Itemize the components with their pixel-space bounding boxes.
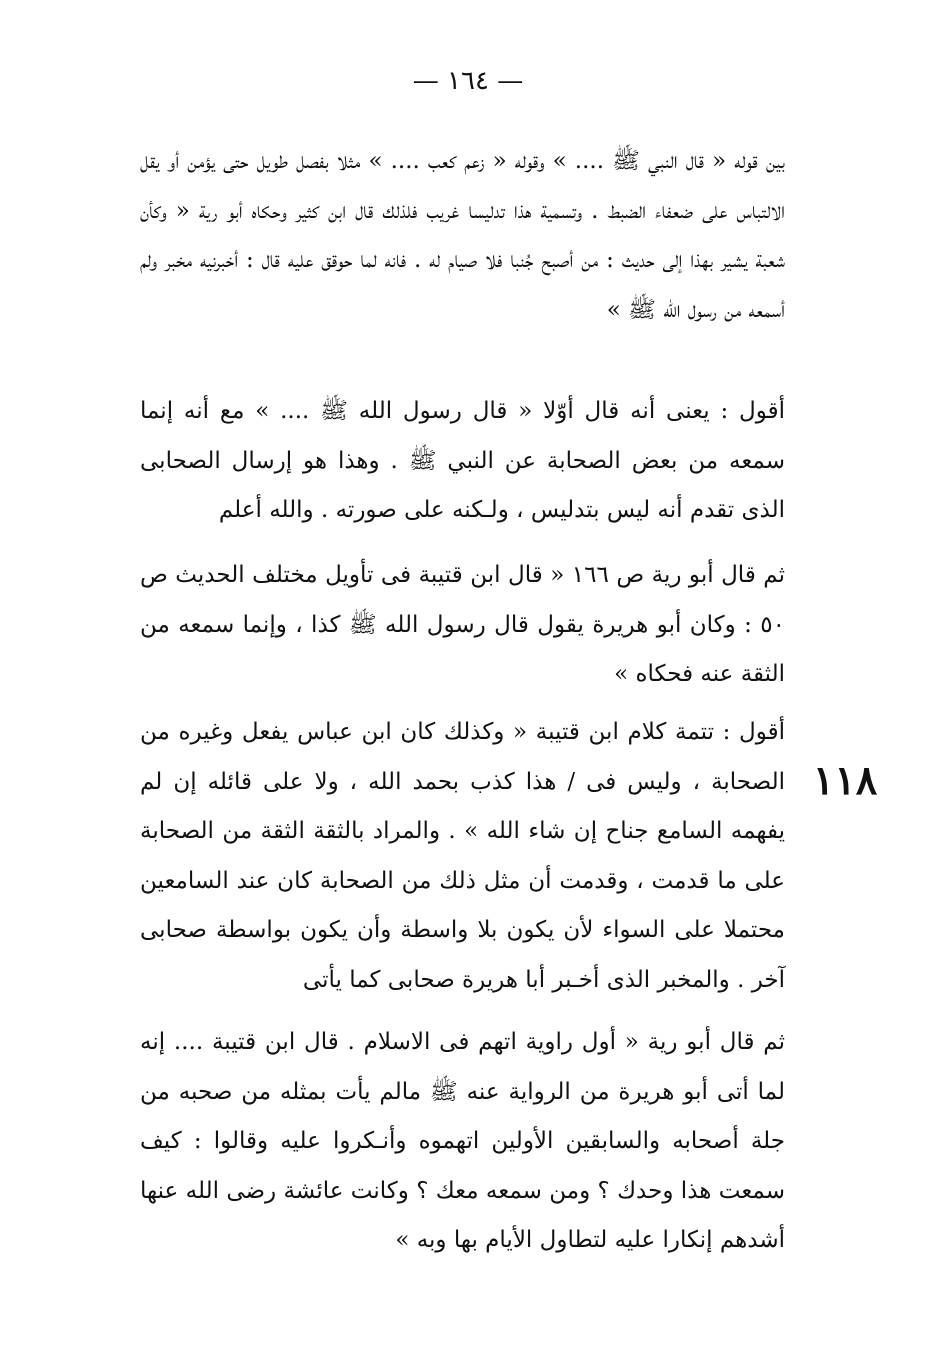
paragraph-text: ثم قال أبو رية « أول راوية اتهم فى الاسلام . قال ابن قتيبة .... إنه لما أتى أبو هريرة من الرواية عنه ﷺ مالم يأت بمثله من صحبه من جلة أصحابه والسابقين الأولين اتهموه وأنـكروا عليه وقالوا : كيف سمعت هذا وحدك ؟ ومن سمعه معك ؟ وكانت عائشة رضى الله عنها أشدهم إنكارا عليه لتطاول الأيام بها وبه » [140,1029,785,1253]
paragraph-2 [140,387,785,536]
paragraph-5 [140,1018,785,1266]
paragraph-text: أقول : يعنى أنه قال أوّلا « قال رسول الله ﷺ .... » مع أنه إنما سمعه من بعض الصحابة عن النبي ﷺ . وهذا هو إرسال الصحابى الذى تقدم أنه ليس بتدليس ، ولـكنه على صورته . والله أعلم [140,398,785,523]
page-number: — ١٦٤ — [412,66,524,96]
margin-page-marker: ١١٨ [812,757,878,804]
paragraph-text: ثم قال أبو رية ص ١٦٦ « قال ابن قتيبة فى تأويل مختلف الحديث ص ٥٠ : وكان أبو هريرة يقول قال رسول الله ﷺ كذا ، وإنما سمعه من الثقة عنه فحكاه » [140,562,786,687]
paragraph-4 [140,708,785,1005]
paragraph-3 [140,551,785,700]
paragraph-text: أقول : تتمة كلام ابن قتيبة « وكذلك كان ابن عباس يفعل وغيره من الصحابة ، وليس فى / هذا كذب بحمد الله ، ولا على قائله إن لم يفهمه السامع جناح إن شاء الله » . والمراد بالثقة الثقة من الصحابة على ما قدمت ، وقدمت أن مثل ذلك من الصحابة كان عند السامعين محتملا على السواء لأن يكون بلا واسطة وأن يكون بواسطة صحابى آخر . والمخبر الذى أخـبر أبا هريرة صحابى كما يأتى [140,719,785,993]
paragraph-text: بين قوله « قال النبي ﷺ .... » وقوله « زعم كعب .... » مثلا بفصل طويل حتى يؤمن أو يقل الالتباس على ضعفاء الضبط . وتسمية هذا تدليسا غريب فلذلك قال ابن كثير وحكاه أبو رية « وكأن شعبة يشير بهذا إلى حديث : من أصبح جُنبا فلا صيام له . فانه لما حوقق عليه قال : أخبرنيه مخبر ولم أسمعه من رسول الله ﷺ » [140,148,785,323]
paragraph-1 [140,137,785,335]
